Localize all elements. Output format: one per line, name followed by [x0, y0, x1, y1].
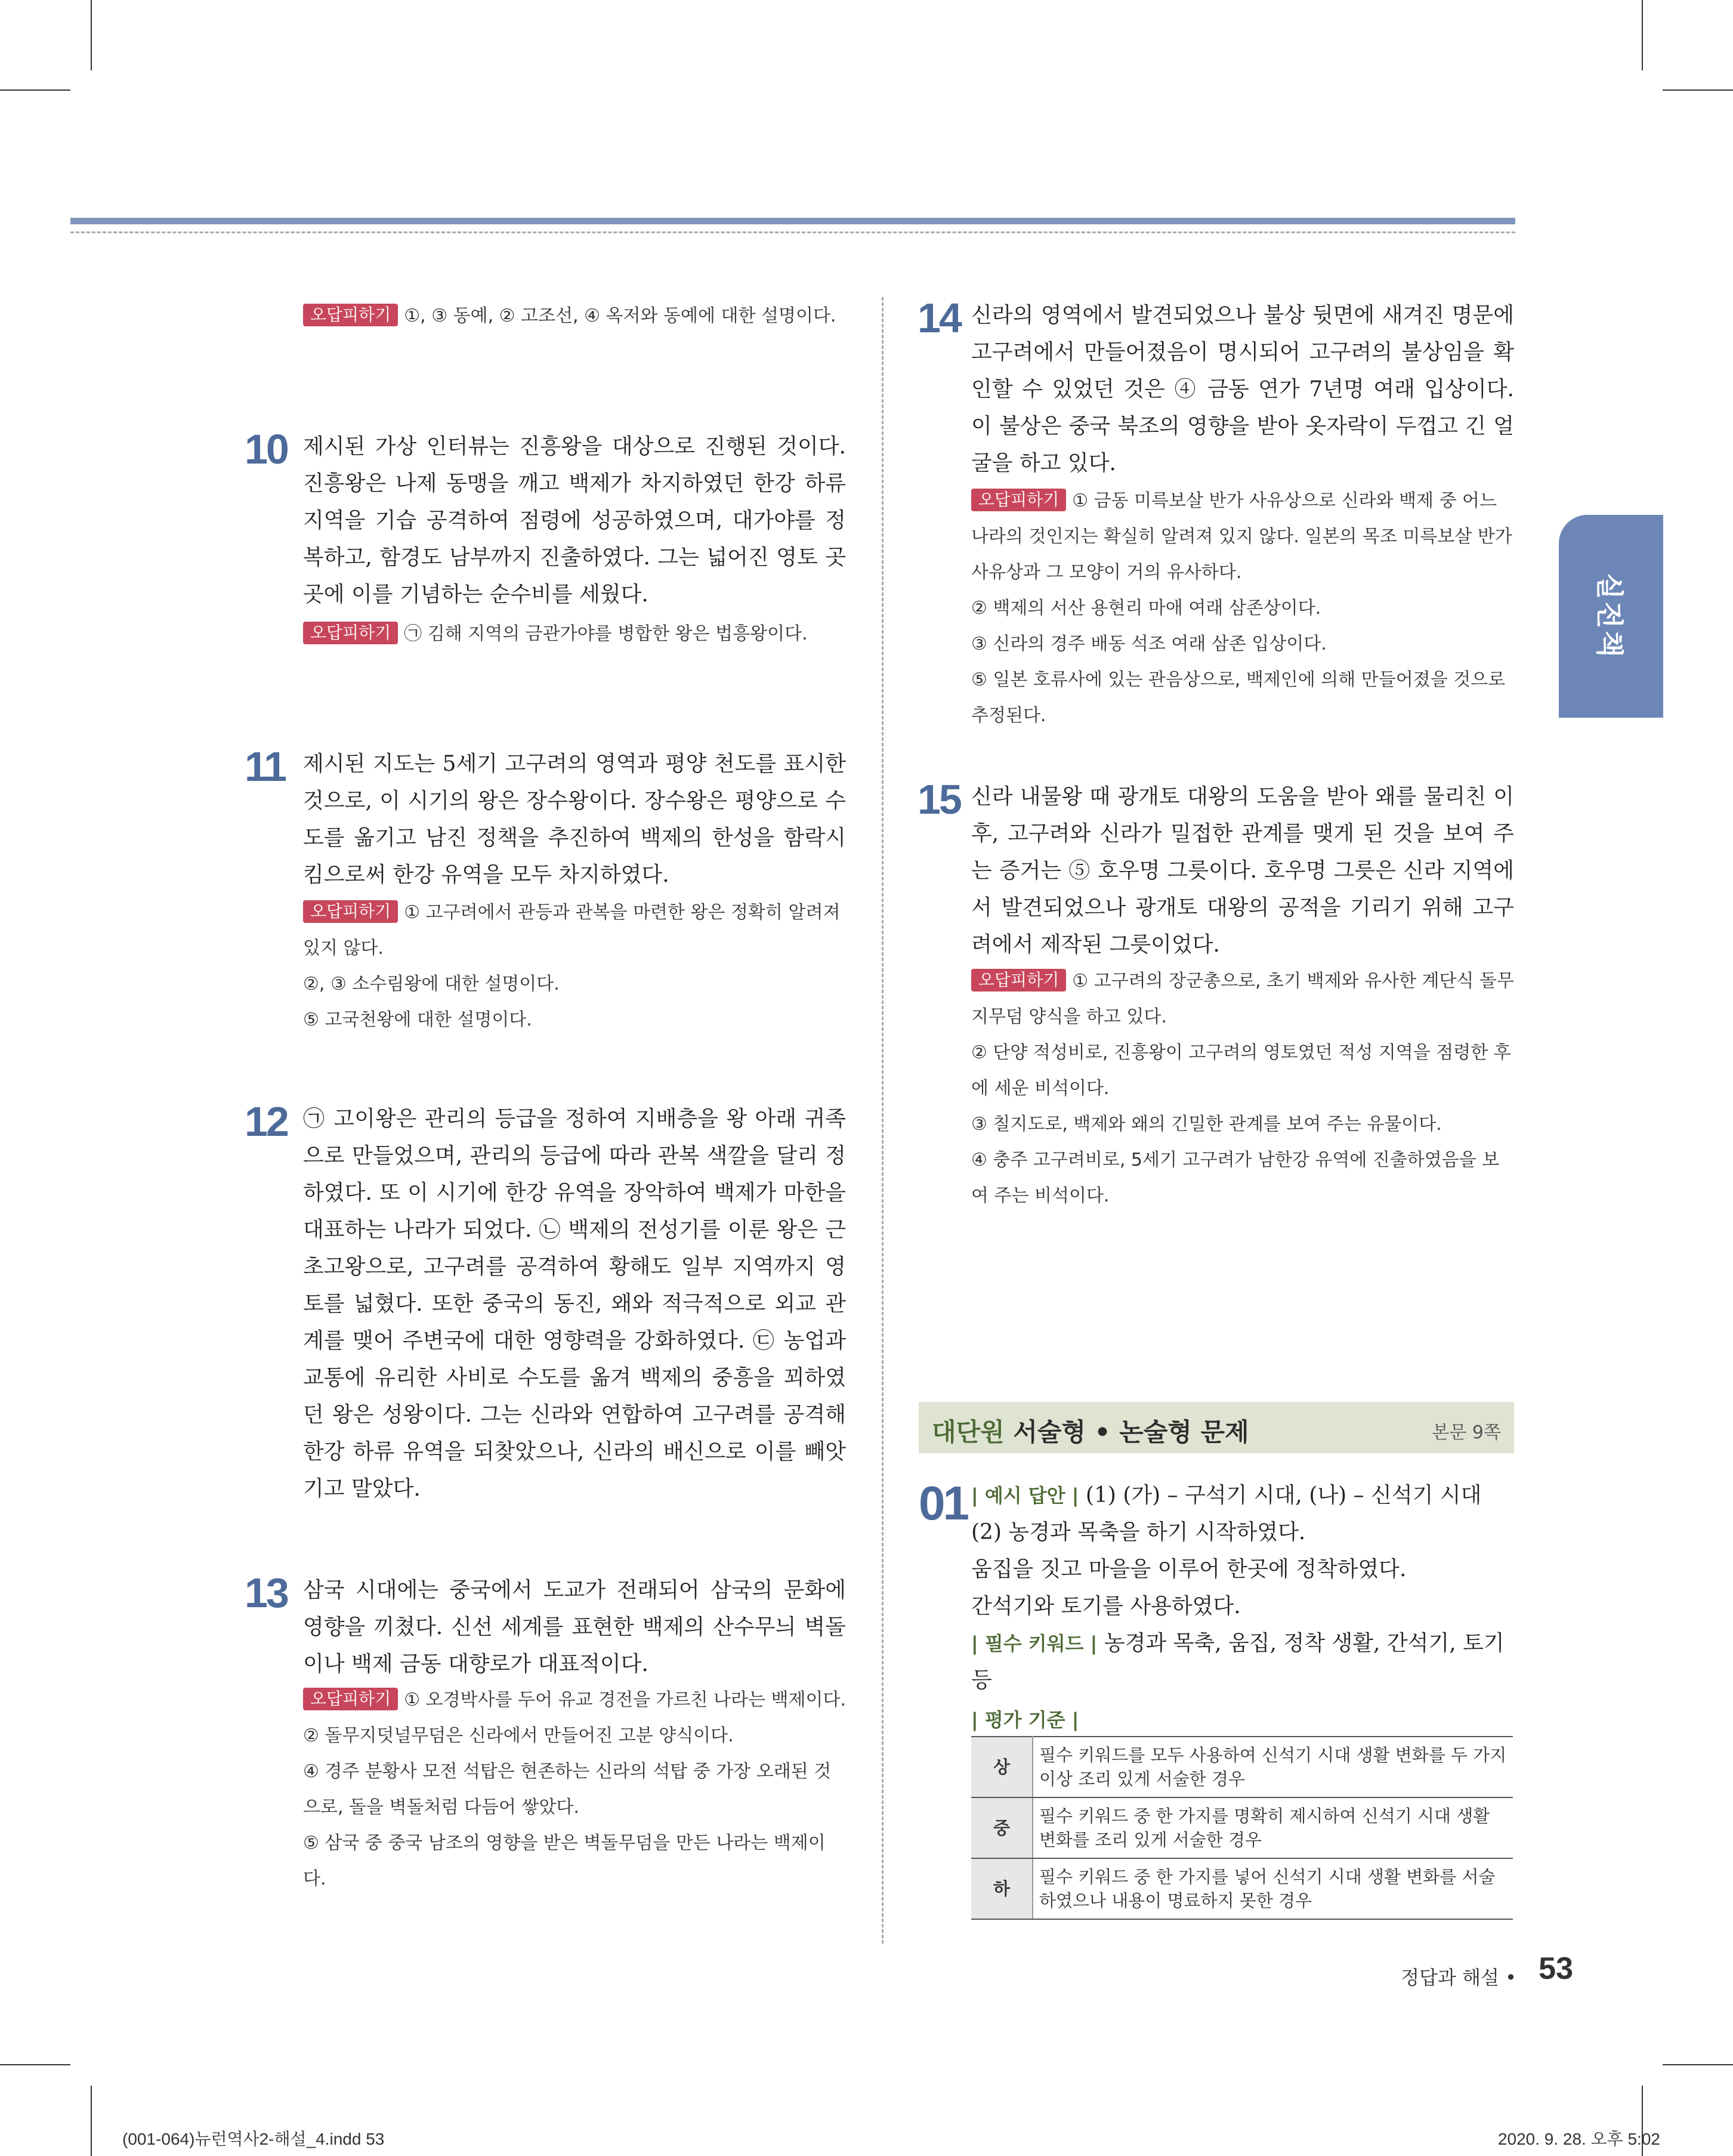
question-text: 제시된 가상 인터뷰는 진흥왕을 대상으로 진행된 것이다. 진흥왕은 나제 동맹을 깨고 백제가 차지하였던 한강 하류 지역을 기습 공격하여 점령에 성공하였으며, 대가야를 정복하고, 함경도 남부까지 진출하였다. 그는 넓어진 영토 곳곳에 이를 기념하는 순수비를 세웠다.	[303, 434, 846, 607]
explanation-line: ②, ③ 소수림왕에 대한 설명이다.	[303, 974, 560, 994]
criteria-label-line	[971, 1701, 1514, 1738]
explanation-line: ⑤ 삼국 중 중국 남조의 영향을 받은 벽돌무덤을 만든 나라는 백제이다.	[303, 1833, 826, 1889]
example-answer-line: 움집을 짓고 마을을 이루어 한곳에 정착하였다.	[971, 1557, 1407, 1582]
table-row	[971, 1797, 1513, 1858]
footer-label: 정답과 해설 •	[1401, 1966, 1516, 1989]
grade-description: 필수 키워드 중 한 가지를 명확히 제시하여 신석기 시대 생활 변화를 조리 있게 서술한 경우	[1033, 1797, 1513, 1858]
section-page-ref: 본문 9쪽	[1432, 1422, 1501, 1443]
grade-level: 중	[971, 1797, 1033, 1858]
example-answer-line: (2) 농경과 목축을 하기 시작하였다.	[971, 1520, 1306, 1545]
crop-mark	[1642, 0, 1643, 70]
q9-explanation	[303, 298, 846, 334]
explanation-line: ② 돌무지덧널무덤은 신라에서 만들어진 고분 양식이다.	[303, 1725, 734, 1746]
example-answer-line: 간석기와 토기를 사용하였다.	[971, 1594, 1241, 1618]
grade-description: 필수 키워드 중 한 가지를 넣어 신석기 시대 생활 변화를 서술하였으나 내용이 명료하지 못한 경우	[1033, 1858, 1513, 1919]
header-dashed-rule	[70, 231, 1515, 233]
crop-mark	[1663, 2064, 1733, 2065]
explanation-line: ③ 칠지도로, 백제와 왜의 긴밀한 관계를 보여 주는 유물이다.	[971, 1114, 1442, 1135]
print-slug-date: 2020. 9. 28. 오후 5:02	[1497, 2130, 1660, 2148]
explanation-line: ㉠ 김해 지역의 금관가야를 병합한 왕은 법흥왕이다.	[404, 623, 808, 644]
question-text: 삼국 시대에는 중국에서 도교가 전래되어 삼국의 문화에 영향을 끼쳤다. 신선 세계를 표현한 백제의 산수무늬 벽돌이나 백제 금동 대향로가 대표적이다.	[303, 1578, 846, 1676]
q14-explanation	[971, 483, 1514, 734]
crop-mark	[0, 89, 70, 91]
header-rule	[70, 218, 1515, 224]
table-row	[971, 1737, 1513, 1797]
example-answer-line	[971, 1477, 1514, 1514]
grade-level: 상	[971, 1737, 1033, 1797]
question-number: 11	[245, 743, 285, 790]
criteria-label: | 평가 기준 |	[971, 1709, 1079, 1731]
column-divider	[882, 297, 884, 1944]
explanation-line: ② 백제의 서산 용현리 마애 여래 삼존상이다.	[971, 598, 1321, 619]
section-title-rest: 서술형 • 논술형 문제	[1013, 1417, 1249, 1447]
example-answer-label: | 예시 답안 |	[971, 1484, 1079, 1507]
q10-explanation	[303, 616, 846, 652]
explanation-line: ⑤ 일본 호류사에 있는 관음상으로, 백제인에 의해 만들어졌을 것으로 추정된다.	[971, 669, 1506, 726]
keywords-label: | 필수 키워드 |	[971, 1632, 1098, 1655]
question-number: 14	[918, 295, 960, 341]
question-number: 12	[245, 1098, 288, 1145]
section-title	[932, 1413, 1249, 1448]
print-slug-file: (001-064)뉴런역사2-해설_4.indd 53	[122, 2130, 385, 2148]
explanation-line: ⑤ 고국천왕에 대한 설명이다.	[303, 1009, 532, 1030]
explanation-line: ①, ③ 동예, ② 고조선, ④ 옥저와 동예에 대한 설명이다.	[404, 305, 836, 326]
wrong-answer-badge: 오답피하기	[971, 489, 1066, 511]
wrong-answer-badge: 오답피하기	[303, 900, 398, 923]
question-text: ㉠ 고이왕은 관리의 등급을 정하여 지배층을 왕 아래 귀족으로 만들었으며, 관리의 등급에 따라 관복 색깔을 달리 정하였다. 또 이 시기에 한강 유역을 장악하여 백제가 마한을 대표하는 나라가 되었다. ㉡ 백제의 전성기를 이룬 왕은 근초고왕으로, 고구려를 공격하여 황해도 일부 지역까지 영토를 넓혔다. 또한 중국의 동진, 왜와 적극적으로 외교 관계를 맺어 주변국에 대한 영향력을 강화하였다. ㉢ 농업과 교통에 유리한 사비로 수도를 옮겨 백제의 중흥을 꾀하였던 왕은 성왕이다. 그는 신라와 연합하여 고구려를 공격해 한강 하류 유역을 되찾았으나, 신라의 배신으로 이를 빼앗기고 말았다.	[303, 1107, 846, 1501]
wrong-answer-badge: 오답피하기	[303, 1688, 398, 1710]
q11-explanation	[303, 895, 846, 1038]
grade-level: 하	[971, 1858, 1033, 1919]
grade-description: 필수 키워드를 모두 사용하여 신석기 시대 생활 변화를 두 가지 이상 조리 있게 서술한 경우	[1033, 1737, 1513, 1797]
keywords-text: 농경과 목축, 움집, 정착 생활, 간석기, 토기 등	[971, 1631, 1505, 1692]
explanation-line: ④ 경주 분황사 모전 석탑은 현존하는 신라의 석탑 중 가장 오래된 것으로, 돌을 벽돌처럼 다듬어 쌓았다.	[303, 1761, 832, 1818]
crop-mark	[0, 2064, 70, 2065]
keywords-line	[971, 1625, 1514, 1699]
q13-explanation	[303, 1682, 846, 1897]
explanation-line: ② 단양 적성비로, 진흥왕이 고구려의 영토였던 적성 지역을 점령한 후에 세운 비석이다.	[971, 1042, 1511, 1099]
question-number: 15	[918, 776, 960, 823]
question-number: 01	[919, 1477, 967, 1530]
wrong-answer-badge: 오답피하기	[303, 304, 398, 326]
question-number: 13	[245, 1570, 288, 1616]
explanation-line: ① 고구려에서 관등과 관복을 마련한 왕은 정확히 알려져 있지 않다.	[303, 902, 841, 959]
explanation-line: ③ 신라의 경주 배동 석조 여래 삼존 입상이다.	[971, 634, 1327, 654]
wrong-answer-badge: 오답피하기	[971, 969, 1066, 991]
explanation-line: ① 금동 미륵보살 반가 사유상으로 신라와 백제 중 어느 나라의 것인지는 확실히 알려져 있지 않다. 일본의 목조 미륵보살 반가 사유상과 그 모양이 거의 유사하다.	[971, 490, 1512, 583]
explanation-line: ① 고구려의 장군총으로, 초기 백제와 유사한 계단식 돌무지무덤 양식을 하고 있다.	[971, 971, 1514, 1027]
section-header	[919, 1402, 1514, 1453]
example-answer-text: (1) (가) – 구석기 시대, (나) – 신석기 시대	[1085, 1483, 1482, 1508]
question-text: 신라 내물왕 때 광개토 대왕의 도움을 받아 왜를 물리친 이후, 고구려와 신라가 밀접한 관계를 맺게 된 것을 보여 주는 증거는 ⑤ 호우명 그릇이다. 호우명 그릇은 신라 지역에서 발견되었으나 광개토 대왕의 공적을 기리기 위해 고구려에서 제작된 그릇이었다.	[971, 784, 1514, 957]
question-text: 신라의 영역에서 발견되었으나 불상 뒷면에 새겨진 명문에 고구려에서 만들어졌음이 명시되어 고구려의 불상임을 확인할 수 있었던 것은 ④ 금동 연가 7년명 여래 입상이다. 이 불상은 중국 북조의 영향을 받아 옷자락이 두껍고 긴 얼굴을 하고 있다.	[971, 303, 1514, 475]
question-number: 10	[245, 426, 288, 472]
page-number: 53	[1539, 1951, 1573, 1986]
crop-mark	[91, 2086, 92, 2156]
table-row	[971, 1858, 1513, 1919]
explanation-line: ① 오경박사를 두어 유교 경전을 가르친 나라는 백제이다.	[404, 1689, 846, 1710]
crop-mark	[1663, 89, 1733, 91]
explanation-line: ④ 충주 고구려비로, 5세기 고구려가 남한강 유역에 진출하였음을 보여 주는 비석이다.	[971, 1150, 1500, 1206]
section-title-accent: 대단원	[932, 1417, 1005, 1447]
side-tab-label: 실전책	[1593, 573, 1626, 660]
section-side-tab	[1559, 515, 1663, 718]
question-text: 제시된 지도는 5세기 고구려의 영역과 평양 천도를 표시한 것으로, 이 시기의 왕은 장수왕이다. 장수왕은 평양으로 수도를 옮기고 남진 정책을 추진하여 백제의 한성을 함락시킴으로써 한강 유역을 모두 차지하였다.	[303, 752, 846, 887]
wrong-answer-badge: 오답피하기	[303, 622, 398, 644]
grading-table	[971, 1736, 1513, 1920]
crop-mark	[91, 0, 92, 70]
q15-explanation	[971, 963, 1514, 1214]
